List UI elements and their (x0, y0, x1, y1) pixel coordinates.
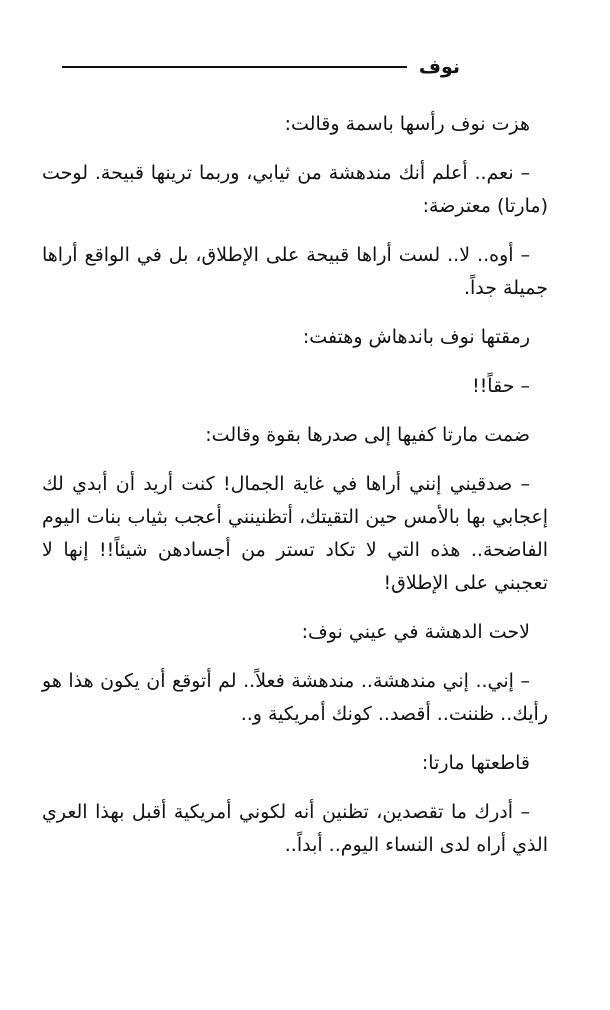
body-text (42, 108, 548, 878)
chapter-title: نوف (418, 56, 460, 78)
paragraph: هزت نوف رأسها باسمة وقالت: (284, 113, 530, 135)
paragraph: لاحت الدهشة في عيني نوف: (301, 621, 530, 643)
paragraph: – نعم.. أعلم أنك مندهشة من ثيابي، وربما ترينها قبيحة. لوحت (مارتا) معترضة: (42, 162, 548, 217)
paragraph: قاطعتها مارتا: (421, 752, 530, 774)
paragraph: – صدقيني إنني أراها في غاية الجمال! كنت أريد أن أبدي لك إعجابي بها بالأمس حين التقيتك، أتظنينني أعجب بثياب بنات اليوم الفاضحة.. هذه التي لا تكاد تستر من أجسادهن شيئاً!! إنها لا تعجبني على الإطلاق! (42, 473, 548, 594)
header-rule (62, 66, 407, 68)
paragraph: ضمت مارتا كفيها إلى صدرها بقوة وقالت: (205, 424, 530, 446)
paragraph: – حقاً!! (472, 375, 530, 397)
paragraph: رمقتها نوف باندهاش وهتفت: (302, 326, 530, 348)
paragraph: – أوه.. لا.. لست أراها قبيحة على الإطلاق، بل في الواقع أراها جميلة جداً. (42, 244, 548, 299)
paragraph: – أدرك ما تقصدين، تظنين أنه لكوني أمريكية أقبل بهذا العري الذي أراه لدى النساء اليوم.. أبداً.. (42, 801, 548, 856)
paragraph: – إني.. إني مندهشة.. مندهشة فعلاً.. لم أتوقع أن يكون هذا هو رأيك.. ظننت.. أقصد.. كونك أمريكية و.. (42, 670, 548, 725)
running-header (60, 52, 460, 82)
